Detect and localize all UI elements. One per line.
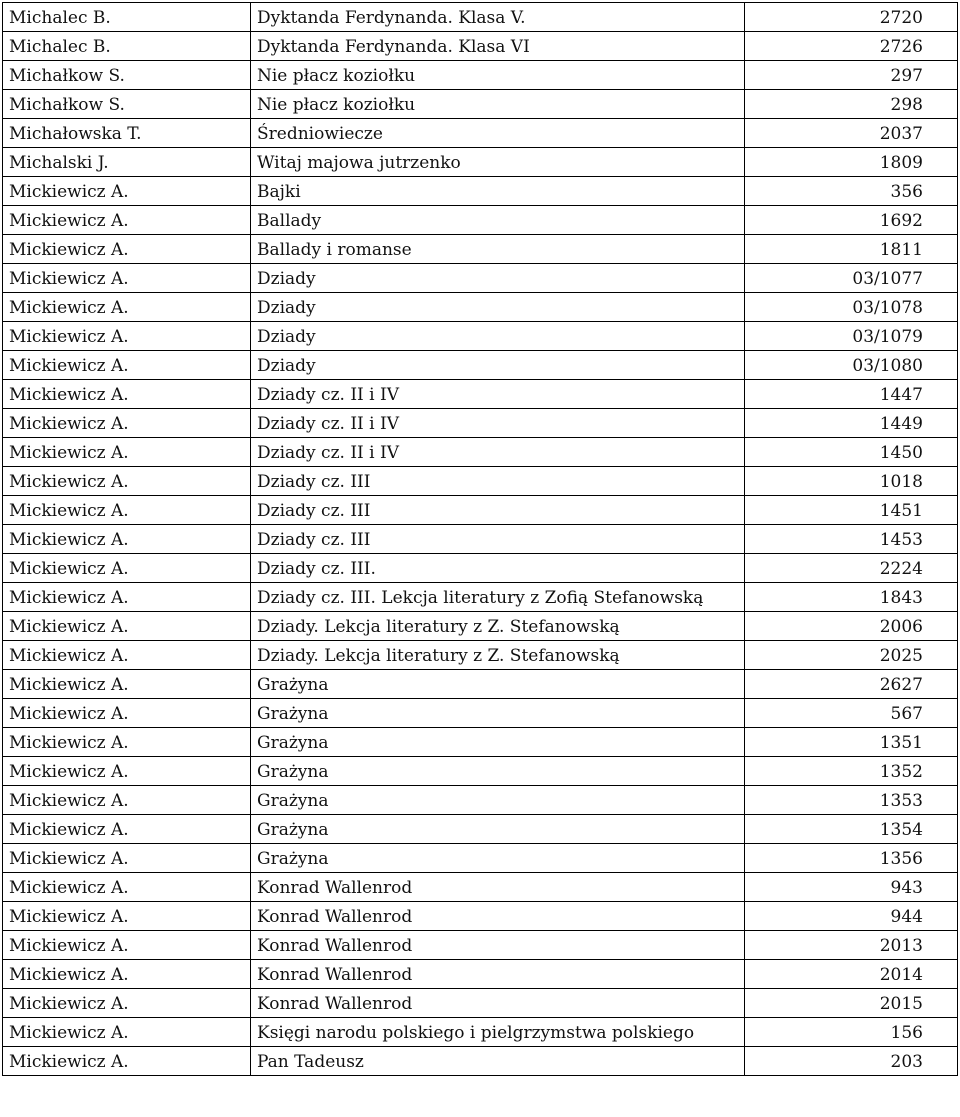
table-row	[3, 90, 958, 119]
inventory-number-cell: 356	[745, 177, 958, 206]
table-row	[3, 525, 958, 554]
title-cell: Dziady cz. III	[251, 467, 745, 496]
author-cell: Mickiewicz A.	[3, 670, 251, 699]
author-cell: Mickiewicz A.	[3, 380, 251, 409]
inventory-number-cell: 567	[745, 699, 958, 728]
table-row	[3, 757, 958, 786]
author-cell: Mickiewicz A.	[3, 931, 251, 960]
inventory-number-cell: 1453	[745, 525, 958, 554]
title-cell: Dziady	[251, 264, 745, 293]
inventory-number-cell: 1692	[745, 206, 958, 235]
table-row	[3, 670, 958, 699]
title-cell: Ballady i romanse	[251, 235, 745, 264]
inventory-number-cell: 2037	[745, 119, 958, 148]
inventory-number-cell: 1809	[745, 148, 958, 177]
inventory-number-cell: 203	[745, 1047, 958, 1076]
inventory-number-cell: 943	[745, 873, 958, 902]
title-cell: Nie płacz koziołku	[251, 61, 745, 90]
author-cell: Mickiewicz A.	[3, 293, 251, 322]
inventory-number-cell: 2006	[745, 612, 958, 641]
table-row	[3, 873, 958, 902]
author-cell: Mickiewicz A.	[3, 757, 251, 786]
title-cell: Ballady	[251, 206, 745, 235]
author-cell: Mickiewicz A.	[3, 844, 251, 873]
title-cell: Witaj majowa jutrzenko	[251, 148, 745, 177]
author-cell: Michałkow S.	[3, 90, 251, 119]
table-row	[3, 61, 958, 90]
table-row	[3, 467, 958, 496]
title-cell: Dziady cz. II i IV	[251, 409, 745, 438]
title-cell: Dziady cz. II i IV	[251, 380, 745, 409]
author-cell: Mickiewicz A.	[3, 409, 251, 438]
inventory-number-cell: 1447	[745, 380, 958, 409]
author-cell: Mickiewicz A.	[3, 1018, 251, 1047]
inventory-number-cell: 1356	[745, 844, 958, 873]
author-cell: Mickiewicz A.	[3, 1047, 251, 1076]
author-cell: Mickiewicz A.	[3, 989, 251, 1018]
catalog-table	[2, 2, 958, 1076]
title-cell: Księgi narodu polskiego i pielgrzymstwa polskiego	[251, 1018, 745, 1047]
author-cell: Mickiewicz A.	[3, 235, 251, 264]
table-row	[3, 32, 958, 61]
catalog-body	[3, 3, 958, 1076]
author-cell: Mickiewicz A.	[3, 438, 251, 467]
title-cell: Dziady cz. III. Lekcja literatury z Zofią Stefanowską	[251, 583, 745, 612]
author-cell: Mickiewicz A.	[3, 960, 251, 989]
inventory-number-cell: 2720	[745, 3, 958, 32]
title-cell: Grażyna	[251, 757, 745, 786]
author-cell: Mickiewicz A.	[3, 322, 251, 351]
inventory-number-cell: 1354	[745, 815, 958, 844]
title-cell: Konrad Wallenrod	[251, 989, 745, 1018]
title-cell: Bajki	[251, 177, 745, 206]
inventory-number-cell: 03/1077	[745, 264, 958, 293]
table-row	[3, 815, 958, 844]
inventory-number-cell: 944	[745, 902, 958, 931]
inventory-number-cell: 03/1079	[745, 322, 958, 351]
title-cell: Dziady	[251, 351, 745, 380]
title-cell: Konrad Wallenrod	[251, 902, 745, 931]
table-row	[3, 960, 958, 989]
table-row	[3, 931, 958, 960]
author-cell: Mickiewicz A.	[3, 699, 251, 728]
table-row	[3, 844, 958, 873]
title-cell: Grażyna	[251, 728, 745, 757]
table-row	[3, 177, 958, 206]
title-cell: Grażyna	[251, 699, 745, 728]
author-cell: Mickiewicz A.	[3, 873, 251, 902]
inventory-number-cell: 2013	[745, 931, 958, 960]
table-row	[3, 264, 958, 293]
author-cell: Mickiewicz A.	[3, 496, 251, 525]
inventory-number-cell: 1353	[745, 786, 958, 815]
inventory-number-cell: 03/1078	[745, 293, 958, 322]
table-row	[3, 728, 958, 757]
title-cell: Dziady. Lekcja literatury z Z. Stefanowską	[251, 641, 745, 670]
title-cell: Konrad Wallenrod	[251, 931, 745, 960]
author-cell: Mickiewicz A.	[3, 728, 251, 757]
title-cell: Dziady cz. III	[251, 525, 745, 554]
title-cell: Dyktanda Ferdynanda. Klasa VI	[251, 32, 745, 61]
title-cell: Pan Tadeusz	[251, 1047, 745, 1076]
author-cell: Mickiewicz A.	[3, 641, 251, 670]
inventory-number-cell: 2014	[745, 960, 958, 989]
inventory-number-cell: 1843	[745, 583, 958, 612]
title-cell: Konrad Wallenrod	[251, 960, 745, 989]
author-cell: Michałkow S.	[3, 61, 251, 90]
title-cell: Grażyna	[251, 786, 745, 815]
author-cell: Mickiewicz A.	[3, 264, 251, 293]
author-cell: Mickiewicz A.	[3, 815, 251, 844]
table-row	[3, 351, 958, 380]
table-row	[3, 554, 958, 583]
inventory-number-cell: 2015	[745, 989, 958, 1018]
inventory-number-cell: 2025	[745, 641, 958, 670]
title-cell: Dyktanda Ferdynanda. Klasa V.	[251, 3, 745, 32]
inventory-number-cell: 156	[745, 1018, 958, 1047]
table-row	[3, 786, 958, 815]
table-row	[3, 1047, 958, 1076]
author-cell: Mickiewicz A.	[3, 177, 251, 206]
inventory-number-cell: 1811	[745, 235, 958, 264]
title-cell: Dziady	[251, 293, 745, 322]
title-cell: Konrad Wallenrod	[251, 873, 745, 902]
inventory-number-cell: 1450	[745, 438, 958, 467]
author-cell: Michalec B.	[3, 32, 251, 61]
table-row	[3, 641, 958, 670]
table-row	[3, 3, 958, 32]
table-row	[3, 1018, 958, 1047]
table-row	[3, 612, 958, 641]
inventory-number-cell: 03/1080	[745, 351, 958, 380]
title-cell: Dziady. Lekcja literatury z Z. Stefanowską	[251, 612, 745, 641]
inventory-number-cell: 1351	[745, 728, 958, 757]
inventory-number-cell: 297	[745, 61, 958, 90]
inventory-number-cell: 298	[745, 90, 958, 119]
table-row	[3, 496, 958, 525]
author-cell: Michalec B.	[3, 3, 251, 32]
table-row	[3, 235, 958, 264]
author-cell: Mickiewicz A.	[3, 786, 251, 815]
inventory-number-cell: 1018	[745, 467, 958, 496]
author-cell: Mickiewicz A.	[3, 583, 251, 612]
title-cell: Dziady cz. III	[251, 496, 745, 525]
table-row	[3, 380, 958, 409]
title-cell: Dziady cz. III.	[251, 554, 745, 583]
author-cell: Mickiewicz A.	[3, 902, 251, 931]
table-row	[3, 902, 958, 931]
table-row	[3, 989, 958, 1018]
title-cell: Grażyna	[251, 670, 745, 699]
author-cell: Mickiewicz A.	[3, 554, 251, 583]
title-cell: Średniowiecze	[251, 119, 745, 148]
inventory-number-cell: 1451	[745, 496, 958, 525]
table-row	[3, 583, 958, 612]
title-cell: Grażyna	[251, 844, 745, 873]
author-cell: Michałowska T.	[3, 119, 251, 148]
table-row	[3, 119, 958, 148]
table-row	[3, 322, 958, 351]
title-cell: Dziady	[251, 322, 745, 351]
inventory-number-cell: 2726	[745, 32, 958, 61]
table-row	[3, 293, 958, 322]
title-cell: Nie płacz koziołku	[251, 90, 745, 119]
inventory-number-cell: 2627	[745, 670, 958, 699]
author-cell: Michalski J.	[3, 148, 251, 177]
table-row	[3, 438, 958, 467]
inventory-number-cell: 1449	[745, 409, 958, 438]
title-cell: Grażyna	[251, 815, 745, 844]
table-row	[3, 206, 958, 235]
author-cell: Mickiewicz A.	[3, 351, 251, 380]
author-cell: Mickiewicz A.	[3, 206, 251, 235]
table-row	[3, 699, 958, 728]
title-cell: Dziady cz. II i IV	[251, 438, 745, 467]
author-cell: Mickiewicz A.	[3, 525, 251, 554]
inventory-number-cell: 1352	[745, 757, 958, 786]
author-cell: Mickiewicz A.	[3, 612, 251, 641]
table-row	[3, 148, 958, 177]
author-cell: Mickiewicz A.	[3, 467, 251, 496]
table-row	[3, 409, 958, 438]
inventory-number-cell: 2224	[745, 554, 958, 583]
